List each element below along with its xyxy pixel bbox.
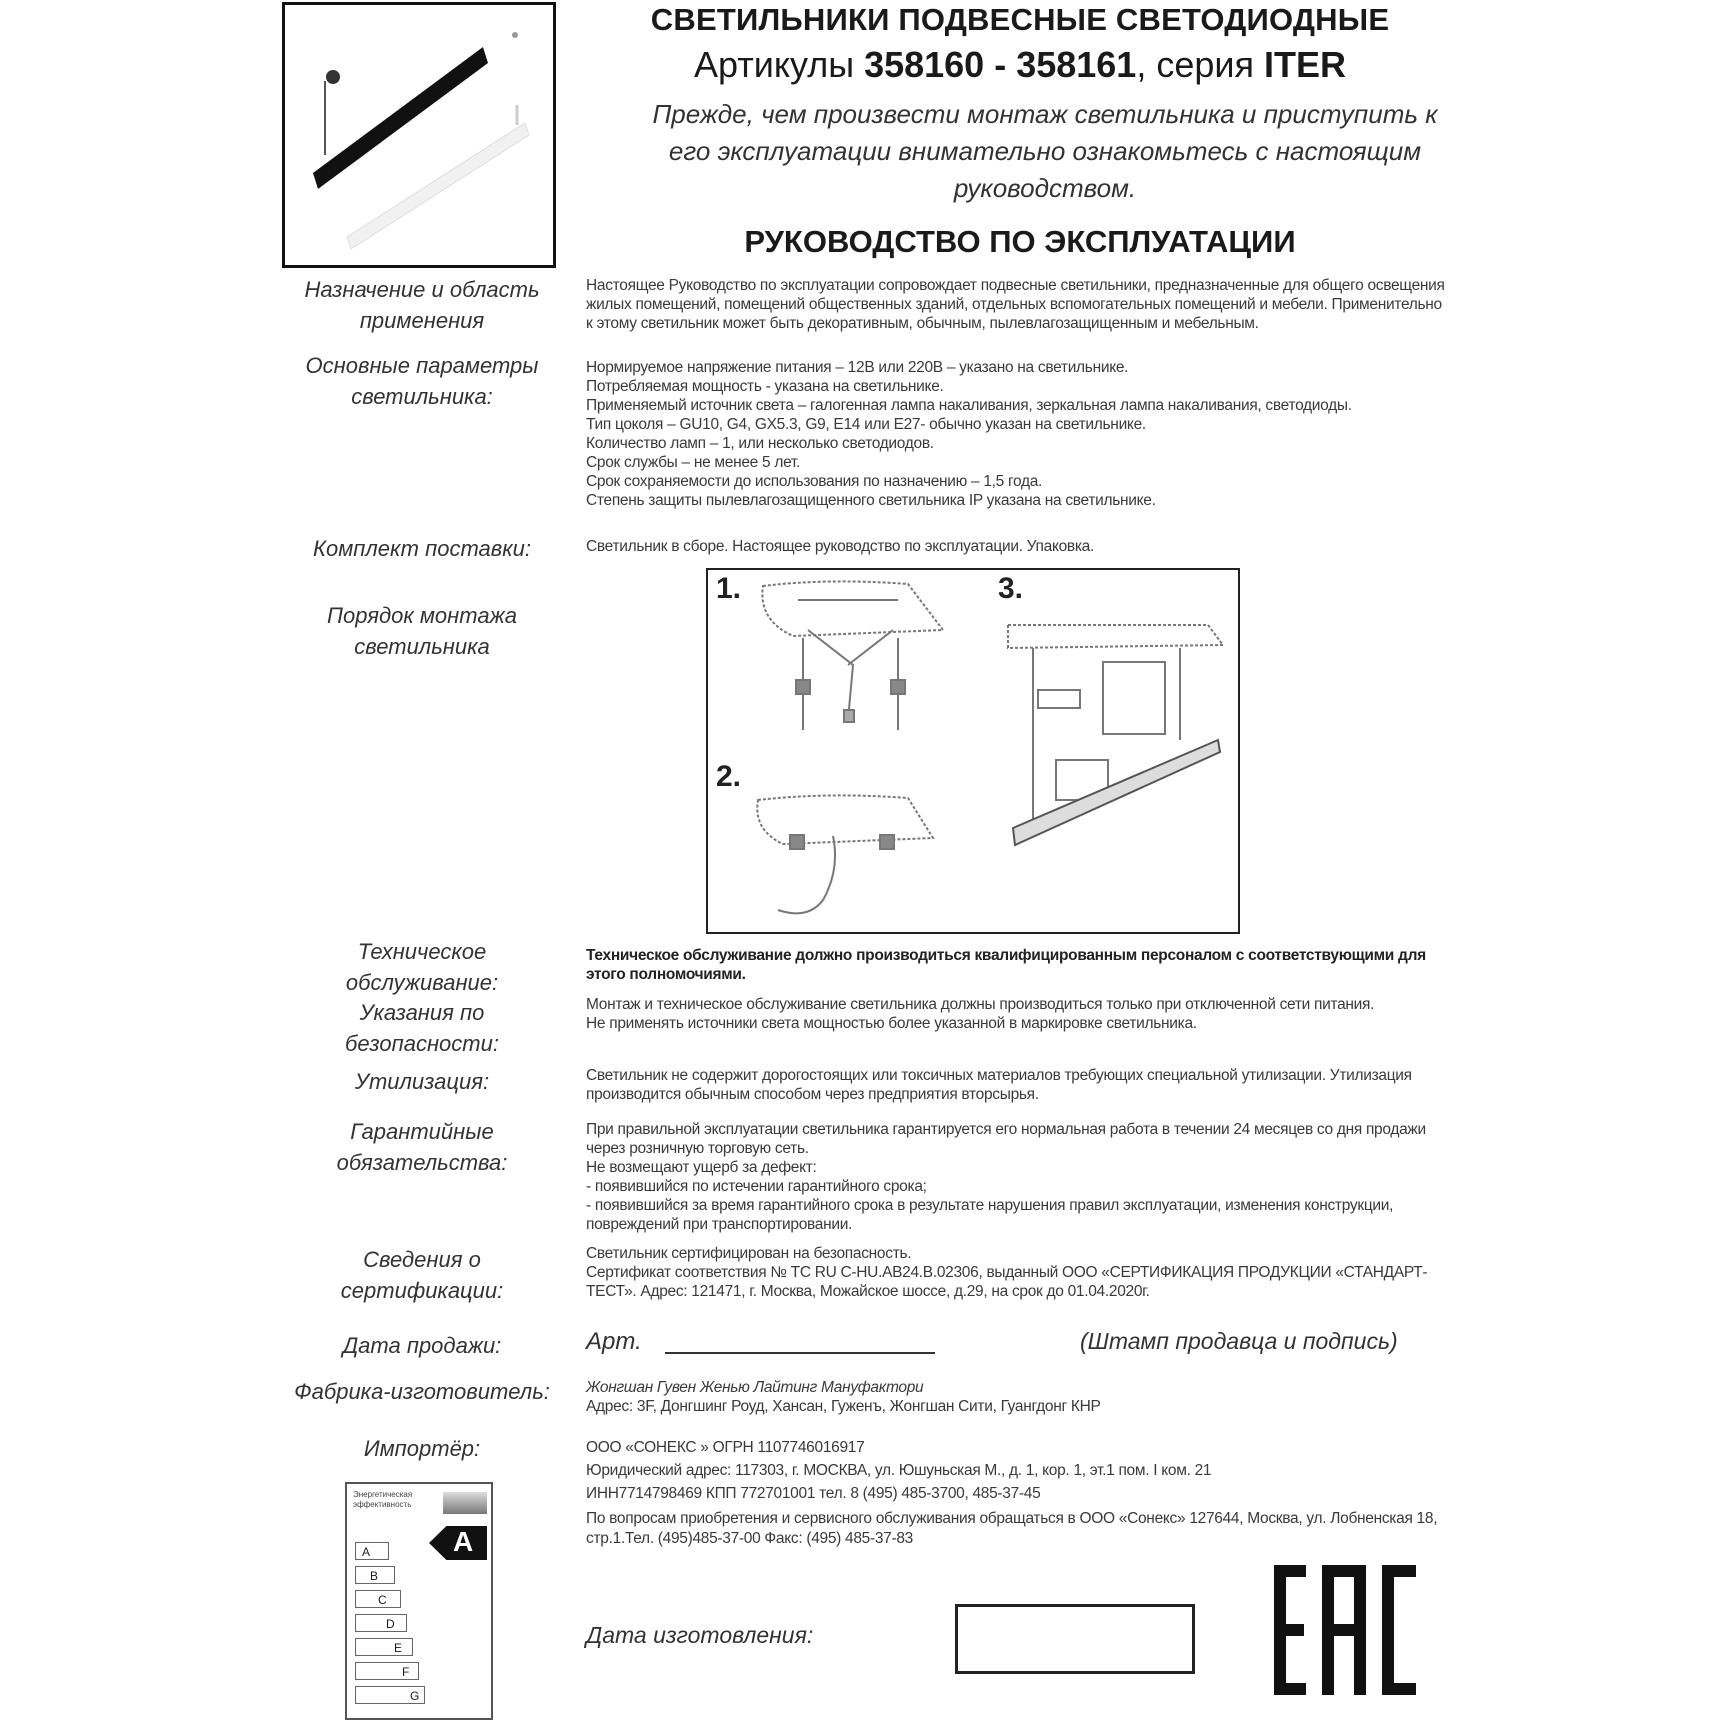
eac-logo bbox=[1270, 1565, 1420, 1695]
sale-article-field bbox=[665, 1352, 935, 1354]
warranty-line: Не возмещают ущерб за дефект: bbox=[586, 1159, 817, 1176]
installation-drawings bbox=[708, 570, 1238, 932]
warranty-line: - появившийся за время гарантийного срока в результате нарушения правил эксплуатации, изменения конструкции, повреждений при транспортировании. bbox=[586, 1197, 1394, 1233]
pendant-light-illustration bbox=[285, 5, 553, 265]
param-line: Количество ламп – 1, или несколько светодиодов. bbox=[586, 435, 934, 452]
param-line: Применяемый источник света – галогенная лампа накаливания, зеркальная лампа накаливания, светодиоды. bbox=[586, 397, 1352, 414]
step-number: 3. bbox=[998, 572, 1024, 605]
certification-label: Сведения о сертификации: bbox=[340, 1247, 504, 1303]
energy-class: G bbox=[355, 1686, 425, 1704]
manufacturer-text bbox=[586, 1378, 1446, 1416]
manual-title: РУКОВОДСТВО ПО ЭКСПЛУАТАЦИИ bbox=[744, 224, 1296, 259]
maintenance-text: Техническое обслуживание должно производиться квалифицированным персоналом с соответствующими для этого полномочиями. bbox=[586, 947, 1426, 983]
series-prefix: , серия bbox=[1136, 44, 1264, 85]
document-title: СВЕТИЛЬНИКИ ПОДВЕСНЫЕ СВЕТОДИОДНЫЕ bbox=[650, 2, 1390, 37]
energy-class: C bbox=[355, 1590, 401, 1608]
step-number: 2. bbox=[716, 760, 742, 793]
installation-label: Порядок монтажа светильника bbox=[327, 603, 517, 659]
energy-label-bar bbox=[443, 1492, 487, 1514]
purpose-text: Настоящее Руководство по эксплуатации сопровождает подвесные светильники, предназначенные для общего освещения жилых помещений, помещений общественных зданий, отдельных вспомогательных помещений и мебели. Применительно к этому светильник может быть декоративным, обычным, пылевлагозащищенным и мебельным. bbox=[586, 277, 1445, 332]
warranty-line: При правильной эксплуатации светильника гарантируется его нормальная работа в течении 24 месяцев со дня продажи через розничную торговую сеть. bbox=[586, 1121, 1426, 1157]
param-line: Нормируемое напряжение питания – 12В или 220В – указано на светильнике. bbox=[586, 359, 1129, 376]
importer-line: Юридический адрес: 117303, г. МОСКВА, ул. Юшуньская М., д. 1, кор. 1, эт.1 пом. I ком. 21 bbox=[586, 1462, 1212, 1479]
sale-date-label: Дата продажи: bbox=[342, 1333, 502, 1358]
step-number: 1. bbox=[716, 572, 742, 605]
importer-label: Импортёр: bbox=[363, 1436, 481, 1461]
articles-line bbox=[580, 44, 1460, 86]
installation-diagram bbox=[706, 568, 1240, 934]
articles-prefix: Артикулы bbox=[693, 44, 865, 85]
energy-class: E bbox=[355, 1638, 413, 1656]
energy-rating: A bbox=[453, 1526, 474, 1557]
intro-notice: Прежде, чем произвести монтаж светильника и приступить к его эксплуатации внимательно ознакомьтесь с настоящим руководством. bbox=[652, 99, 1438, 203]
energy-class: F bbox=[355, 1662, 419, 1680]
certification-text bbox=[586, 1244, 1446, 1301]
param-line: Срок службы – не менее 5 лет. bbox=[586, 454, 800, 471]
param-line: Срок сохраняемости до использования по назначению – 1,5 года. bbox=[586, 473, 1043, 490]
energy-class: B bbox=[355, 1566, 395, 1584]
eac-certification-mark-icon bbox=[1270, 1565, 1420, 1695]
param-line: Тип цоколя – GU10, G4, GX5.3, G9, E14 или E27- обычно указан на светильнике. bbox=[586, 416, 1146, 433]
sale-article-label: Арт. bbox=[586, 1328, 642, 1355]
importer-text bbox=[586, 1436, 1446, 1549]
energy-class: D bbox=[355, 1614, 407, 1632]
certification-line: Сертификат соответствия № ТС RU С-HU.АВ24.В.02306, выданный ООО «СЕРТИФИКАЦИЯ ПРОДУКЦИИ «СТАНДАРТ-ТЕСТ». Адрес: 121471, г. Москва, Можайское шоссе, д.29, на срок до 01.04.2020г. bbox=[586, 1264, 1428, 1300]
safety-label: Указания по безопасности: bbox=[345, 1000, 499, 1056]
energy-class-scale bbox=[355, 1542, 425, 1710]
production-date-field bbox=[955, 1604, 1195, 1674]
importer-line: По вопросам приобретения и сервисного обслуживания обращаться в ООО «Сонекс» 127644, Москва, ул. Лобненская 18, стр.1.Тел. (495)485-37-00 Факс: (495) 485-37-83 bbox=[586, 1510, 1438, 1547]
kit-text: Светильник в сборе. Настоящее руководство по эксплуатации. Упаковка. bbox=[586, 538, 1095, 555]
article-numbers: 358160 - 358161 bbox=[864, 44, 1137, 85]
importer-line: ООО «СОНЕКС » ОГРН 1107746016917 bbox=[586, 1439, 865, 1456]
disposal-text: Светильник не содержит дорогостоящих или токсичных материалов требующих специальной утилизации. Утилизация производится обычным способом через предприятия вторсырья. bbox=[586, 1067, 1412, 1103]
energy-efficiency-label bbox=[345, 1482, 493, 1720]
manufacturer-line: Жонгшан Гувен Женью Лайтинг Мануфактори bbox=[586, 1379, 924, 1396]
safety-line: Монтаж и техническое обслуживание светильника должны производиться только при отключенной сети питания. bbox=[586, 996, 1375, 1013]
energy-class: A bbox=[355, 1542, 389, 1560]
energy-label-title: Энергетическая эффективность bbox=[353, 1490, 413, 1509]
disposal-label: Утилизация: bbox=[354, 1069, 490, 1094]
manufacturer-label: Фабрика-изготовитель: bbox=[294, 1379, 550, 1404]
certification-line: Светильник сертифицирован на безопасность. bbox=[586, 1245, 912, 1262]
seller-stamp-label: (Штамп продавца и подпись) bbox=[1080, 1328, 1398, 1354]
maintenance-label: Техническое обслуживание: bbox=[345, 939, 499, 995]
param-line: Степень защиты пылевлагозащищенного светильника IP указана на светильнике. bbox=[586, 492, 1156, 509]
warranty-label: Гарантийные обязательства: bbox=[336, 1119, 508, 1175]
warranty-line: - появившийся по истечении гарантийного срока; bbox=[586, 1178, 927, 1195]
manufacturer-line: Адрес: 3F, Донгшинг Роуд, Хансан, Гуженъ, Жонгшан Сити, Гуангдонг КНР bbox=[586, 1398, 1101, 1415]
param-line: Потребляемая мощность - указана на светильнике. bbox=[586, 378, 944, 395]
production-date-label: Дата изготовления: bbox=[586, 1622, 814, 1648]
safety-line: Не применять источники света мощностью более указанной в маркировке светильника. bbox=[586, 1015, 1197, 1032]
safety-text bbox=[586, 995, 1446, 1033]
kit-label: Комплект поставки: bbox=[313, 536, 531, 561]
importer-line: ИНН7714798469 КПП 772701001 тел. 8 (495) 485-3700, 485-37-45 bbox=[586, 1485, 1041, 1502]
params-list bbox=[586, 358, 1446, 510]
warranty-text bbox=[586, 1120, 1446, 1234]
series-name: ITER bbox=[1263, 44, 1346, 85]
params-label: Основные параметры светильника: bbox=[305, 353, 539, 409]
product-photo bbox=[282, 2, 556, 268]
purpose-label: Назначение и область применения bbox=[304, 277, 540, 333]
